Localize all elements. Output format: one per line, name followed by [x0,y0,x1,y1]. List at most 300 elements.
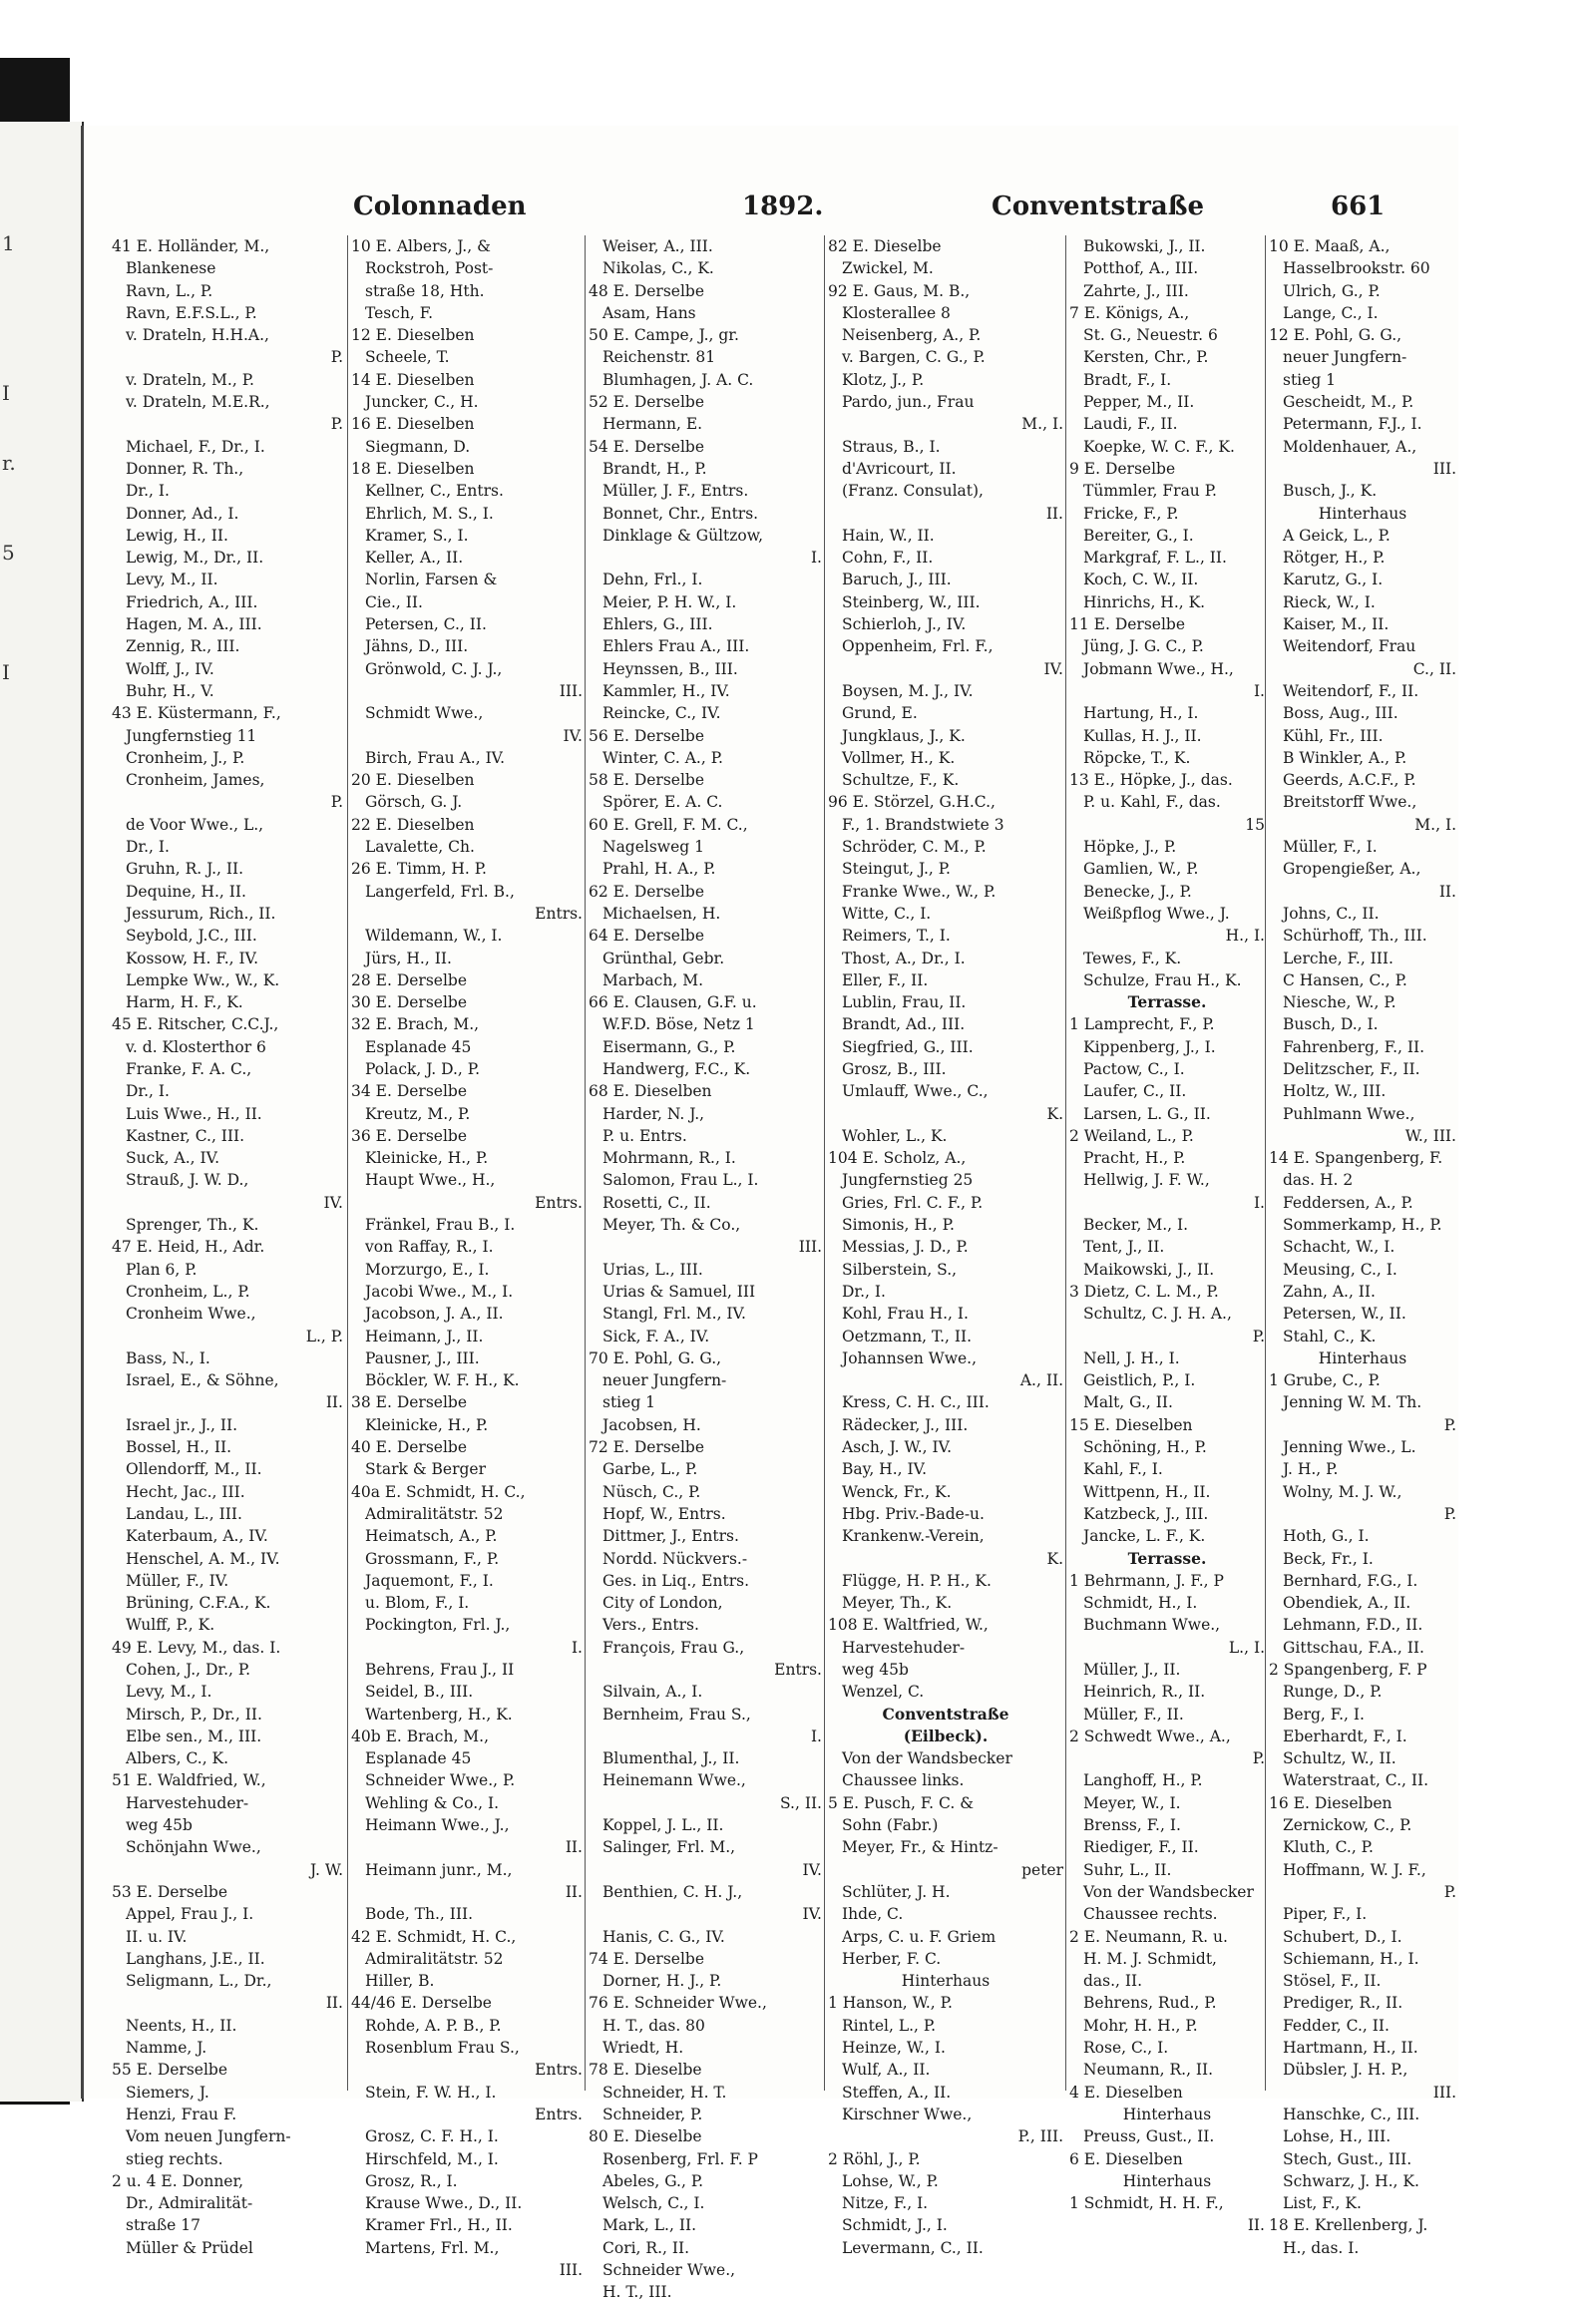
directory-entry-line: Sprenger, Th., K. [126,1216,259,1235]
directory-entry-line: Grosz, C. F. H., I. [365,2127,499,2146]
directory-entry-line: Straus, B., I. [842,437,941,456]
directory-entry-line: Schulze, Frau H., K. [1083,970,1242,989]
directory-entry-line: 42 E. Schmidt, H. C., [351,1927,517,1946]
directory-entry-line: Bereiter, G., I. [1083,526,1194,545]
directory-entry-line: Potthof, A., III. [1083,259,1199,278]
directory-entry-line: 76 E. Schneider Wwe., [589,1994,767,2013]
directory-entry-line: 2 E. Neumann, R. u. [1069,1927,1228,1946]
directory-entry-line: Rohde, A. P. B., P. [365,2016,502,2035]
directory-entry-line: Schönjahn Wwe., [126,1838,261,1857]
directory-entry-line: Koepke, W. C. F., K. [1083,437,1235,456]
directory-entry-line: Donner, R. Th., [126,459,244,478]
directory-entry-line: Schmidt Wwe., [365,704,484,723]
directory-entry-line: Terrasse. [1127,1548,1207,1568]
directory-entry-line: 62 E. Derselbe [589,882,705,901]
directory-entry-line: III. [559,2261,583,2280]
directory-entry-line: 18 E. Dieselben [351,459,475,478]
directory-entry-line: Grossmann, F., P. [365,1549,500,1568]
directory-entry-line: 53 E. Derselbe [112,1882,228,1901]
directory-entry-line: Entrs. [535,2105,583,2123]
directory-entry-line: Dr., I. [126,482,170,501]
directory-entry-line: List, F., K. [1283,2194,1362,2213]
directory-entry-line: v. Drateln, M.E.R., [126,393,270,412]
directory-entry-line: de Voor Wwe., L., [126,815,264,834]
directory-entry-line: Blankenese [126,259,216,278]
directory-entry-line: Grönwold, C. J. J., [365,659,503,678]
directory-entry-line: Zahn, A., II. [1283,1282,1376,1301]
left-mark: 5 [2,541,15,565]
directory-entry-line: weg 45b [842,1661,909,1679]
directory-entry-line: Müller, F., IV. [126,1571,229,1590]
directory-entry-line: Meusing, C., I. [1283,1260,1397,1279]
directory-entry-line: Messias, J. D., P. [842,1238,969,1257]
directory-entry-line: Ehlers, G., III. [602,615,713,634]
directory-entry-line: Plan 6, P. [126,1260,198,1279]
directory-entry-line: Nordd. Nückvers.- [602,1549,748,1568]
directory-entry-line: Dr., Admiralität- [126,2194,253,2213]
directory-entry-line: Jungklaus, J., K. [842,726,966,745]
directory-entry-line: Weiser, A., III. [602,237,713,255]
directory-entry-line: P. [330,348,343,367]
directory-entry-line: Feddersen, A., P. [1283,1193,1413,1212]
directory-entry-line: 13 E., Höpke, J., das. [1069,771,1233,790]
directory-entry-line: II. [1438,882,1456,901]
directory-entry-line: 47 E. Heid, H., Adr. [112,1238,265,1257]
column-divider [1265,235,1266,2091]
directory-entry-line: Schwarz, J. H., K. [1283,2171,1419,2190]
directory-entry-line: B Winkler, A., P. [1283,748,1407,767]
directory-entry-line: Michaelsen, H. [602,904,721,923]
directory-entry-line: A., II. [1019,1371,1063,1390]
directory-entry-line: Martens, Frl. M., [365,2238,500,2257]
directory-entry-line: Mohrmann, R., I. [602,1149,736,1168]
directory-entry-line: Wolff, J., IV. [126,659,214,678]
directory-entry-line: 68 E. Dieselben [589,1082,712,1101]
directory-entry-line: 9 E. Derselbe [1069,459,1176,478]
directory-entry-line: Cronheim Wwe., [126,1305,256,1324]
directory-entry-line: 54 E. Derselbe [589,437,705,456]
directory-entry-line: Fedder, C., II. [1283,2016,1390,2035]
directory-entry-line: Ravn, L., P. [126,281,213,300]
directory-entry-line: Ehrlich, M. S., I. [365,504,494,523]
directory-entry-line: Langhans, J.E., II. [126,1949,265,1968]
directory-entry-line: II. [565,1882,583,1901]
directory-entry-line: Vollmer, H., K. [842,748,956,767]
directory-entry-line: Kellner, C., Entrs. [365,482,504,501]
directory-entry-line: P. [1443,1415,1456,1434]
directory-entry-line: Schneider Wwe., [602,2261,736,2280]
directory-entry-line: 78 E. Dieselbe [589,2061,702,2080]
directory-entry-line: Sommerkamp, H., P. [1283,1216,1442,1235]
directory-entry-line: Dr., I. [126,838,170,857]
directory-entry-line: Levy, M., II. [126,571,218,589]
directory-entry-line: Schöning, H., P. [1083,1438,1207,1457]
directory-entry-line: City of London, [602,1594,723,1613]
directory-entry-line: Kirschner Wwe., [842,2105,973,2123]
directory-entry-line: Fricke, F., P. [1083,504,1179,523]
directory-entry-line: Silberstein, S., [842,1260,958,1279]
directory-entry-line: Geerds, A.C.F., P. [1283,771,1416,790]
directory-entry-line: P. [1252,1327,1265,1345]
directory-entry-line: Wenzel, C. [842,1683,925,1702]
column-divider [824,235,825,2091]
directory-entry-line: 51 E. Waldfried, W., [112,1771,266,1790]
header-left-street: Colonnaden [353,192,527,221]
directory-entry-line: Pactow, C., I. [1083,1059,1185,1078]
directory-entry-line: 50 E. Campe, J., gr. [589,326,739,345]
directory-entry-line: Benecke, J., P. [1083,882,1192,901]
directory-entry-line: Franke, F. A. C., [126,1059,252,1078]
directory-entry-line: 72 E. Derselbe [589,1438,705,1457]
directory-entry-line: I. [810,549,822,568]
directory-entry-line: Schröder, C. M., P. [842,838,987,857]
directory-entry-line: 49 E. Levy, M., das. I. [112,1638,281,1657]
directory-entry-line: Gries, Frl. C. F., P. [842,1193,984,1212]
header-year: 1892. [742,192,824,221]
directory-entry-line: Spörer, E. A. C. [602,793,723,812]
directory-entry-line: Meyer, Fr., & Hintz- [842,1838,998,1857]
directory-entry-line: Müller, F., I. [1283,838,1378,857]
directory-entry-line: Lohse, W., P. [842,2171,939,2190]
directory-entry-line: Ihde, C. [842,1905,904,1924]
directory-entry-line: Haupt Wwe., H., [365,1171,496,1190]
directory-column-2 [351,235,583,2280]
directory-entry-line: Mark, L., II. [602,2216,697,2235]
directory-entry-line: Sick, F. A., IV. [602,1327,710,1345]
directory-entry-line: 30 E. Derselbe [351,993,468,1012]
left-mark: I [2,660,10,684]
directory-entry-line: Oppenheim, Frl. F., [842,637,994,656]
directory-entry-line: Preuss, Gust., II. [1083,2127,1215,2146]
directory-entry-line: 38 E. Derselbe [351,1393,468,1412]
left-mark: r. [2,451,16,475]
column-divider [585,235,586,2091]
directory-entry-line: v. Drateln, M., P. [126,370,254,389]
directory-entry-line: I. [571,1638,583,1657]
directory-entry-line: Lublin, Frau, II. [842,993,967,1012]
directory-entry-line: Grosz, R., I. [365,2171,458,2190]
directory-entry-line: 82 E. Dieselbe [828,237,942,255]
directory-entry-line: H. T., III. [602,2283,672,2302]
directory-entry-line: 44/46 E. Derselbe [351,1994,492,2013]
directory-entry-line: Jacobsen, H. [602,1415,701,1434]
directory-entry-line: IV. [802,1905,822,1924]
directory-entry-line: Hellwig, J. F. W., [1083,1171,1210,1190]
directory-entry-line: Steffen, A., II. [842,2083,952,2102]
directory-entry-line: Dorner, H. J., P. [602,1972,722,1991]
directory-entry-line: IV. [563,726,583,745]
directory-entry-line: 32 E. Brach, M., [351,1015,480,1034]
directory-column-3 [589,235,822,2302]
directory-entry-line: C Hansen, C., P. [1283,970,1407,989]
directory-entry-line: Niesche, W., P. [1283,993,1396,1012]
directory-entry-line: Becker, M., I. [1083,1216,1189,1235]
directory-entry-line: Obendiek, A., II. [1283,1594,1411,1613]
directory-entry-line: Bradt, F., I. [1083,370,1172,389]
directory-entry-line: Klotz, J., P. [842,370,925,389]
directory-entry-line: Kreutz, M., P. [365,1104,471,1123]
directory-entry-line: Wenck, Fr., K. [842,1482,952,1501]
directory-entry-line: Hermann, E. [602,415,703,434]
directory-entry-line: 14 E. Dieselben [351,370,475,389]
directory-entry-line: 15 E. Dieselben [1069,1415,1193,1434]
directory-entry-line: Busch, D., I. [1283,1015,1379,1034]
directory-entry-line: Laudi, F., II. [1083,415,1178,434]
directory-entry-line: Garbe, L., P. [602,1460,698,1479]
directory-entry-line: Jancke, L. F., K. [1083,1527,1206,1546]
directory-entry-line: Norlin, Farsen & [365,571,498,589]
directory-entry-line: Katerbaum, A., IV. [126,1527,268,1546]
directory-entry-line: II. [1045,504,1063,523]
directory-entry-line: Conventstraße [882,1704,1009,1724]
directory-entry-line: Kress, C. H. C., III. [842,1393,990,1412]
directory-entry-line: Eberhardt, F., I. [1283,1727,1407,1745]
directory-entry-line: I. [1253,1193,1265,1212]
left-page-edge [0,122,84,2102]
directory-entry-line: Bay, H., IV. [842,1460,928,1479]
directory-entry-line: Wildemann, W., I. [365,927,503,946]
directory-entry-line: Hartmann, H., II. [1283,2039,1418,2058]
directory-entry-line: Dehn, Frl., I. [602,571,703,589]
directory-entry-line: III. [1432,2083,1456,2102]
directory-entry-line: Terrasse. [1127,992,1207,1012]
directory-entry-line: Cronheim, James, [126,771,265,790]
directory-entry-line: Benthien, C. H. J., [602,1882,743,1901]
directory-entry-line: Stahl, C., K. [1283,1327,1377,1345]
directory-entry-line: Nell, J. H., I. [1083,1348,1180,1367]
directory-entry-line: Schlüter, J. H. [842,1882,951,1901]
directory-entry-line: Rose, C., I. [1083,2039,1169,2058]
directory-entry-line: Wulf, A., II. [842,2061,931,2080]
directory-entry-line: Mohr, H. H., P. [1083,2016,1198,2035]
directory-entry-line: Hagen, M. A., III. [126,615,262,634]
directory-entry-line: Koch, C. W., II. [1083,571,1199,589]
directory-entry-line: W.F.D. Böse, Netz 1 [602,1015,755,1034]
directory-entry-line: Schmidt, H., I. [1083,1594,1198,1613]
directory-entry-line: Müller, J. F., Entrs. [602,482,749,501]
directory-entry-line: Steinberg, W., III. [842,592,981,611]
directory-entry-line: Ravn, E.F.S.L., P. [126,303,257,322]
directory-entry-line: 1 Grube, C., P. [1269,1371,1381,1390]
directory-column-4 [828,235,1063,2257]
directory-column-1 [112,235,343,2257]
directory-entry-line: P. [1443,1504,1456,1523]
directory-entry-line: H. T., das. 80 [602,2016,705,2035]
directory-entry-line: Pepper, M., II. [1083,393,1195,412]
directory-entry-line: (Franz. Consulat), [842,482,984,501]
directory-entry-line: Dübsler, J. H. P., [1283,2061,1408,2080]
directory-entry-line: Scheele, T. [365,348,450,367]
directory-entry-line: Juncker, C., H. [365,393,479,412]
directory-entry-line: J. H., P. [1283,1460,1339,1479]
directory-entry-line: 12 E. Pohl, G. G., [1269,326,1402,345]
column-divider [347,235,348,2091]
directory-entry-line: Salomon, Frau L., I. [602,1171,759,1190]
directory-entry-line: Franke Wwe., W., P. [842,882,997,901]
directory-entry-line: Harvestehuder- [126,1793,249,1812]
directory-entry-line: Heynssen, B., III. [602,659,738,678]
directory-entry-line: Koppel, J. L., II. [602,1816,724,1835]
directory-entry-line: Schneider, H. T. [602,2083,727,2102]
directory-entry-line: Busch, J., K. [1283,482,1378,501]
directory-column-6 [1269,235,1456,2257]
directory-entry-line: Rosenblum Frau S., [365,2039,520,2058]
directory-entry-line: Schubert, D., I. [1283,1927,1402,1946]
directory-entry-line: Vom neuen Jungfern- [126,2127,291,2146]
directory-entry-line: Röpcke, T., K. [1083,748,1191,767]
directory-entry-line: Ollendorff, M., II. [126,1460,262,1479]
directory-entry-line: Stangl, Frl. M., IV. [602,1305,746,1324]
directory-entry-line: Gittschau, F.A., II. [1283,1638,1424,1657]
directory-entry-line: Wriedt, H. [602,2039,684,2058]
directory-entry-line: 10 E. Maaß, A., [1269,237,1391,255]
directory-entry-line: (Eilbeck). [903,1726,989,1745]
directory-entry-line: Albers, C., K. [126,1749,229,1768]
directory-entry-line: 6 E. Dieselben [1069,2149,1183,2168]
directory-entry-line: Delitzscher, F., II. [1283,1059,1420,1078]
directory-entry-line: Admiralitätstr. 52 [365,1504,504,1523]
directory-entry-line: Entrs. [535,904,583,923]
directory-entry-line: Lewig, M., Dr., II. [126,549,264,568]
directory-entry-line: Heimann junr., M., [365,1860,513,1879]
directory-entry-line: Urias & Samuel, III [602,1282,756,1301]
directory-entry-line: Rötger, H., P. [1283,549,1386,568]
directory-entry-line: v. d. Klosterthor 6 [126,1037,266,1056]
directory-entry-line: C., II. [1412,659,1456,678]
directory-entry-line: K. [1046,1549,1063,1568]
directory-entry-line: 66 E. Clausen, G.F. u. [589,993,757,1012]
directory-entry-line: Heimatsch, A., P. [365,1527,498,1546]
directory-entry-line: Elbe sen., M., III. [126,1727,262,1745]
directory-entry-line: Jobmann Wwe., H., [1083,659,1234,678]
directory-entry-line: Schultz, C. J. H. A., [1083,1305,1232,1324]
directory-entry-line: Pracht, H., P. [1083,1149,1186,1168]
directory-entry-line: Tent, J., II. [1083,1238,1165,1257]
directory-entry-line: v. Drateln, H.H.A., [126,326,269,345]
directory-entry-line: Tümmler, Frau P. [1083,482,1217,501]
directory-entry-line: Israel, E., & Söhne, [126,1371,279,1390]
directory-entry-line: Rosetti, C., II. [602,1193,711,1212]
directory-entry-line: Malt, G., II. [1083,1393,1173,1412]
directory-entry-line: Müller & Prüdel [126,2238,253,2257]
directory-entry-line: 104 E. Scholz, A., [828,1149,967,1168]
directory-entry-line: Weißpflog Wwe., J. [1083,904,1230,923]
directory-entry-line: Simonis, H., P. [842,1216,955,1235]
directory-entry-line: Schacht, W., I. [1283,1238,1396,1257]
directory-entry-line: P. [1252,1749,1265,1768]
directory-entry-line: Behrens, Frau J., II [365,1661,515,1679]
directory-entry-line: 80 E. Dieselbe [589,2127,702,2146]
directory-entry-line: Meyer, Th., K. [842,1594,953,1613]
directory-entry-line: straße 18, Hth. [365,281,485,300]
directory-entry-line: Behrens, Rud., P. [1083,1994,1217,2013]
page-header [84,192,1458,225]
directory-entry-line: Höpke, J., P. [1083,838,1177,857]
directory-entry-line: Müller, F., II. [1083,1705,1184,1724]
directory-entry-line: Jungfernstieg 25 [842,1171,974,1190]
directory-entry-line: 2 Spangenberg, F. P [1269,1661,1427,1679]
directory-entry-line: Lange, C., I. [1283,303,1379,322]
directory-entry-line: 36 E. Derselbe [351,1126,468,1145]
directory-entry-line: Brenss, F., I. [1083,1816,1181,1835]
directory-entry-line: Hinterhaus [901,1972,991,1991]
directory-entry-line: Admiralitätstr. 52 [365,1949,504,1968]
directory-entry-line: Kleinicke, H., P. [365,1149,489,1168]
directory-entry-line: Ulrich, G., P. [1283,281,1381,300]
directory-entry-line: Jacobson, J. A., II. [365,1305,504,1324]
directory-entry-line: M., I. [1414,815,1456,834]
directory-entry-line: Jähns, D., III. [365,637,469,656]
directory-entry-line: Bode, Th., III. [365,1905,474,1924]
directory-entry-line: Dittmer, J., Entrs. [602,1527,739,1546]
directory-entry-line: Lerche, F., III. [1283,949,1394,967]
directory-entry-line: Lehmann, F.D., II. [1283,1616,1423,1635]
directory-entry-line: 40 E. Derselbe [351,1438,468,1457]
directory-entry-line: Handwerg, F.C., K. [602,1059,751,1078]
directory-entry-line: stieg 1 [602,1393,656,1412]
directory-entry-line: Prediger, R., II. [1283,1994,1403,2013]
directory-entry-line: 1 Schmidt, H. H. F., [1069,2194,1224,2213]
directory-entry-line: Heinze, W., I. [842,2039,946,2058]
directory-entry-line: P. u. Kahl, F., das. [1083,793,1221,812]
directory-entry-line: Levy, M., I. [126,1683,212,1702]
directory-entry-line: Nüsch, C., P. [602,1482,701,1501]
directory-entry-line: Kramer, S., I. [365,526,469,545]
directory-entry-line: III. [559,681,583,700]
directory-entry-line: Lewig, H., II. [126,526,228,545]
directory-page [84,126,1458,2302]
directory-entry-line: Ehlers Frau A., III. [602,637,750,656]
directory-entry-line: Mirsch, P., Dr., II. [126,1705,262,1724]
directory-entry-line: 1 Hanson, W., P. [828,1994,953,2013]
directory-entry-line: Jenning Wwe., L. [1283,1438,1416,1457]
directory-entry-line: Krause Wwe., D., II. [365,2194,523,2213]
directory-entry-line: Von der Wandsbecker [1083,1882,1254,1901]
directory-entry-line: peter [1021,1860,1063,1879]
directory-entry-line: P., III. [1017,2127,1063,2146]
directory-entry-line: Neumann, R., II. [1083,2061,1214,2080]
directory-entry-line: 12 E. Dieselben [351,326,475,345]
directory-entry-line: Bonnet, Chr., Entrs. [602,504,759,523]
directory-entry-line: Geistlich, P., I. [1083,1371,1196,1390]
directory-entry-line: Weitendorf, Frau [1283,637,1416,656]
directory-entry-line: II. [325,1393,343,1412]
directory-entry-line: Rintel, L., P. [842,2016,937,2035]
directory-entry-line: Hanschke, C., III. [1283,2105,1420,2123]
directory-entry-line: Schmidt, J., I. [842,2216,948,2235]
directory-entry-line: Breitstorff Wwe., [1283,793,1417,812]
directory-entry-line: 18 E. Krellenberg, J. [1269,2216,1428,2235]
directory-entry-line: Puhlmann Wwe., [1283,1104,1415,1123]
directory-entry-line: 3 Dietz, C. L. M., P. [1069,1282,1219,1301]
directory-entry-line: Laufer, C., II. [1083,1082,1187,1101]
directory-entry-line: Riediger, F., II. [1083,1838,1199,1857]
directory-entry-line: 15 [1245,815,1265,834]
directory-column-5 [1069,235,1265,2235]
directory-entry-line: Kühl, Fr., III. [1283,726,1384,745]
directory-entry-line: Görsch, G. J. [365,793,463,812]
directory-entry-line: Lavalette, Ch. [365,838,475,857]
directory-entry-line: Hopf, W., Entrs. [602,1504,726,1523]
directory-entry-line: Brandt, Ad., III. [842,1015,966,1034]
directory-entry-line: Fahrenberg, F., II. [1283,1037,1425,1056]
directory-entry-line: Hinterhaus [1318,1348,1407,1367]
directory-entry-line: Jaquemont, F., I. [365,1571,494,1590]
directory-entry-line: II. [1247,2216,1265,2235]
directory-entry-line: Morzurgo, E., I. [365,1260,490,1279]
directory-entry-line: A Geick, L., P. [1283,526,1391,545]
directory-entry-line: 74 E. Derselbe [589,1949,705,1968]
